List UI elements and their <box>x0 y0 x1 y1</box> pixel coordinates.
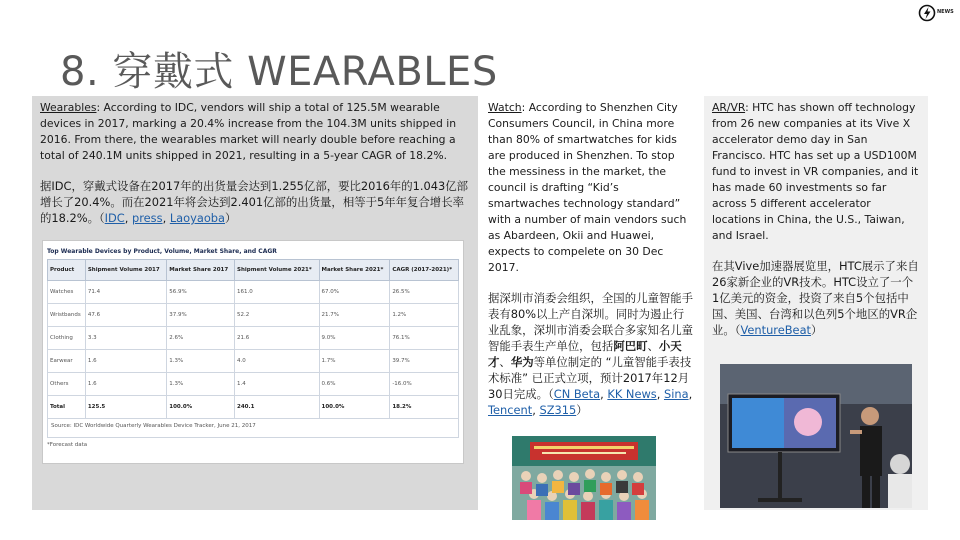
watch-label: Watch <box>488 101 522 114</box>
watch-en-paragraph <box>488 100 694 276</box>
link-kknews[interactable]: KK News <box>607 387 657 401</box>
table-row <box>48 350 459 373</box>
table-cell: 56.9% <box>167 281 235 304</box>
table-cell: 76.1% <box>390 327 459 350</box>
table-cell: 0.6% <box>319 373 390 396</box>
table-header-cell: Shipment Volume 2021* <box>235 260 319 281</box>
table-cell: 21.6 <box>235 327 319 350</box>
table-cell: 71.4 <box>85 281 166 304</box>
wearables-label: Wearables <box>40 101 97 114</box>
table-cell: Total <box>48 396 86 419</box>
table-cell: Wristbands <box>48 304 86 327</box>
table-cell: 3.3 <box>85 327 166 350</box>
wearables-zh-paragraph: 据IDC，穿戴式设备在2017年的出货量会达到1.255亿部，要比2016年的1.043亿部增长了20.4%。而在2021年将会达到2.401亿部的出货量，相等于5年年复合增长率的18.2%。（IDC, press, Laoyaoba） <box>40 179 469 225</box>
wearables-table <box>47 259 459 419</box>
table-cell: 100.0% <box>319 396 390 419</box>
arvr-zh-paragraph: 在其Vive加速器展览里，HTC展示了来自26家新企业的VR技术。HTC设立了一个1亿美元的资金，投资了来自5个包括中国、美国、台湾和以色列5个地区的VR企业。（VentureBeat） <box>712 259 919 337</box>
table-cell: -16.0% <box>390 373 459 396</box>
table-cell: 39.7% <box>390 350 459 373</box>
wearables-zh-text: 据IDC，穿戴式设备在2017年的出货量会达到1.255亿部，要比2016年的1.043亿部增长了20.4%。而在2021年将会达到2.401亿部的出货量，相等于5年年复合增长率的18.2%。（ <box>40 179 469 225</box>
watch-zh-paragraph: 据深圳市消委会组织，全国的儿童智能手表有80%以上产自深圳。同时为遏止行业乱象，深圳市消委会联合多家知名儿童智能手表生产单位，包括阿巴町、小天才、华为等单位制定的 “儿童智能手表技术标准” 已正式立项，预计2017年12月30日完成。（CN Beta, KK News, Sina, Tencent, SZ315） <box>488 291 694 417</box>
table-cell: 1.7% <box>319 350 390 373</box>
table-row <box>48 327 459 350</box>
table-cell: 1.6 <box>85 350 166 373</box>
table-cell: 52.2 <box>235 304 319 327</box>
table-cell: 1.2% <box>390 304 459 327</box>
table-header-cell: Market Share 2017 <box>167 260 235 281</box>
wearables-en-text: : According to IDC, vendors will ship a total of 125.5M wearable devices in 2017, marking a 20.4% increase from the 104.3M units shipped in 2016. From there, the wearables market will nearly double before reaching a total of 240.1M units shipped in 2021, resulting in a 5-year CAGR of 18.2%. <box>40 101 457 162</box>
logo-text: NEWS <box>937 9 954 15</box>
table-cell: 100.0% <box>167 396 235 419</box>
table-cell: 67.0% <box>319 281 390 304</box>
table-cell: 2.6% <box>167 327 235 350</box>
table-header-row <box>48 260 459 281</box>
table-cell: 9.0% <box>319 327 390 350</box>
table-header-cell: CAGR (2017-2021)* <box>390 260 459 281</box>
link-venturebeat[interactable]: VentureBeat <box>740 323 812 337</box>
table-row <box>48 373 459 396</box>
table-cell: 37.9% <box>167 304 235 327</box>
table-header-cell: Market Share 2021* <box>319 260 390 281</box>
table-row <box>48 281 459 304</box>
table-cell: 21.7% <box>319 304 390 327</box>
table-cell: 161.0 <box>235 281 319 304</box>
link-cnbeta[interactable]: CN Beta <box>553 387 601 401</box>
table-header-cell: Shipment Volume 2017 <box>85 260 166 281</box>
table-title: Top Wearable Devices by Product, Volume, Market Share, and CAGR <box>47 248 277 255</box>
table-cell: 1.3% <box>167 373 235 396</box>
link-sz315[interactable]: SZ315 <box>539 403 577 417</box>
table-cell: 26.5% <box>390 281 459 304</box>
link-tencent[interactable]: Tencent <box>488 403 533 417</box>
kids-group-photo <box>512 436 656 520</box>
wearables-table-image <box>42 240 464 464</box>
table-source: Source: IDC Worldwide Quarterly Wearables Device Tracker, June 21, 2017 <box>47 419 459 438</box>
table-cell: Earwear <box>48 350 86 373</box>
link-idc[interactable]: IDC <box>104 211 125 225</box>
table-cell: 18.2% <box>390 396 459 419</box>
table-cell: 1.6 <box>85 373 166 396</box>
arvr-en-text: : HTC has shown off technology from 26 new companies at its Vive X accelerator demo day in San Francisco. HTC has set up a USD100M fund to invest in VR companies, and it has made 60 investments so far across 5 different accelerator locations in China, the U.S., Taiwan, and Israel. <box>712 101 919 242</box>
link-press[interactable]: press <box>132 211 163 225</box>
table-cell: 1.3% <box>167 350 235 373</box>
table-cell: Others <box>48 373 86 396</box>
table-cell: 125.5 <box>85 396 166 419</box>
table-total-row <box>48 396 459 419</box>
arvr-en-paragraph <box>712 100 920 244</box>
table-cell: 1.4 <box>235 373 319 396</box>
page-title: 8. 穿戴式 WEARABLES <box>60 49 498 95</box>
table-cell: Clothing <box>48 327 86 350</box>
table-cell: Watches <box>48 281 86 304</box>
wearables-en-paragraph <box>40 100 470 164</box>
table-cell: 4.0 <box>235 350 319 373</box>
table-cell: 47.6 <box>85 304 166 327</box>
link-laoyaoba[interactable]: Laoyaoba <box>169 211 226 225</box>
link-sina[interactable]: Sina <box>663 387 689 401</box>
table-cell: 240.1 <box>235 396 319 419</box>
table-note: *Forecast data <box>47 442 88 448</box>
watch-en-text: : According to Shenzhen City Consumers Council, in China more than 80% of smartwatches for kids are produced in Shenzhen. To stop the messiness in the market, the council is drafting “Kid’s smartwaches technology standard” with a number of main vendors such as Abardeen, Okii and Huawei, expects to compelete on 30 Dec 2017. <box>488 101 687 274</box>
table-row <box>48 304 459 327</box>
vr-demo-photo <box>720 364 912 508</box>
arvr-label: AR/VR <box>712 101 746 114</box>
table-header-cell: Product <box>48 260 86 281</box>
